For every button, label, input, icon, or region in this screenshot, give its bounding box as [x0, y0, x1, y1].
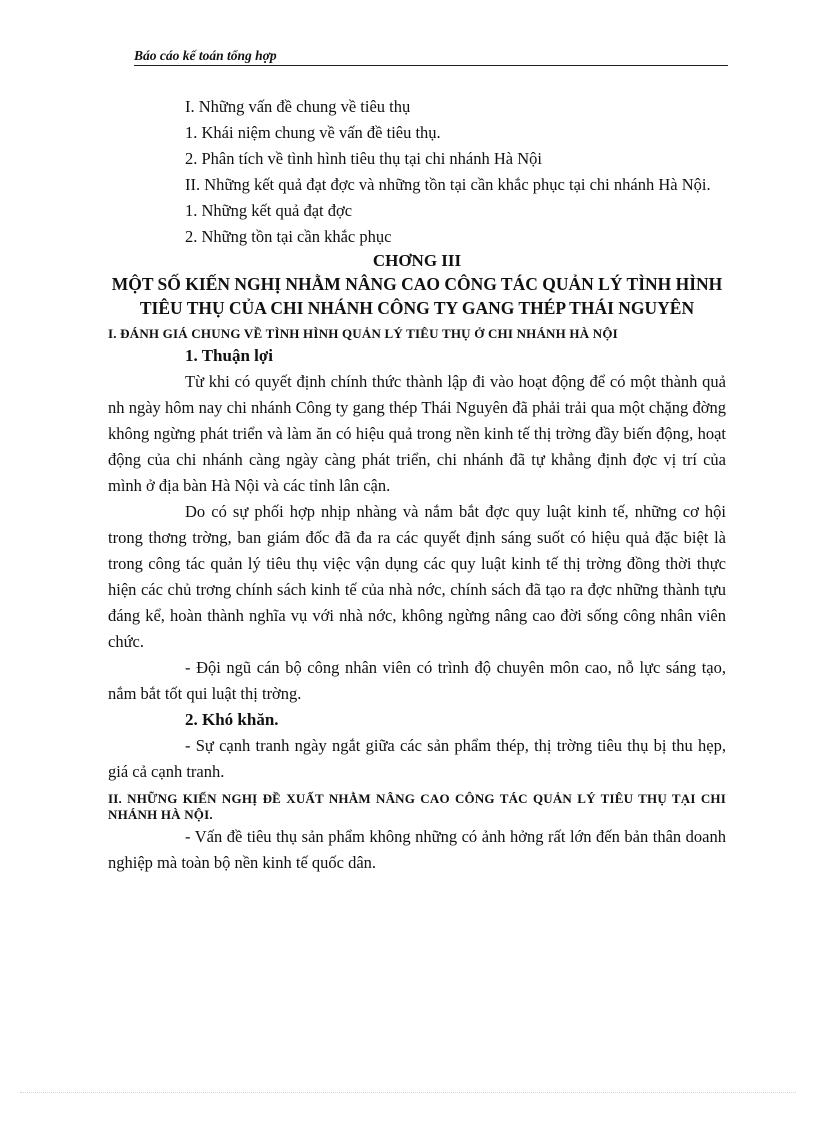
toc-line: 1. Những kết quả đạt đợc	[185, 201, 353, 220]
subsection-title: 1. Thuận lợi	[185, 346, 274, 365]
body-paragraph: Từ khi có quyết định chính thức thành lập đi vào hoạt động để có một thành quả nh ngày hôm nay chi nhánh Công ty gang thép Thái Nguyên đã phải trải qua một chặng đờng không ngừng phát triển và làm ăn có hiệu quả trong nền kinh tế thị trờng đầy biến động, hoạt động của chi nhánh càng ngày càng phát triển, chi nhánh đã tự khẳng định đợc vị trí của mình ở địa bàn Hà Nội và các tỉnh lân cận.	[108, 372, 726, 495]
subsection-title: 2. Khó khăn.	[185, 710, 279, 729]
body-paragraph: Do có sự phối hợp nhịp nhàng và nắm bắt đợc quy luật kinh tế, những cơ hội trong thơng trờng, ban giám đốc đã đa ra các quyết định sáng suốt có hiệu quả đặc biệt là trong công tác quản lý tiêu thụ việc vận dụng các quy luật kinh tế thị trờng đồng thời thực hiện các chủ trơng chính sách kinh tế của nhà nớc, chính sách đã tạo ra đợc những thành tựu đáng kể, hoàn thành nghĩa vụ với nhà nớc, không ngừng nâng cao đời sống công nhân viên chức.	[108, 502, 726, 651]
toc-line: 2. Những tồn tại cần khắc phục	[185, 227, 392, 246]
toc-line: 2. Phân tích về tình hình tiêu thụ tại chi nhánh Hà Nội	[185, 149, 542, 168]
running-header	[134, 48, 728, 66]
chapter-title: MỘT SỐ KIẾN NGHỊ NHẰM NÂNG CAO CÔNG TÁC QUẢN LÝ TÌNH HÌNH TIÊU THỤ CỦA CHI NHÁNH CÔNG TY GANG THÉP THÁI NGUYÊN	[111, 274, 723, 318]
body-paragraph: - Sự cạnh tranh ngày ngắt giữa các sản phẩm thép, thị trờng tiêu thụ bị thu hẹp, giá cả cạnh tranh.	[108, 736, 726, 781]
running-title: Báo cáo kế toán tổng hợp	[134, 48, 277, 63]
section-heading: II. NHỮNG KIẾN NGHỊ ĐỀ XUẤT NHẰM NÂNG CAO CÔNG TÁC QUẢN LÝ TIÊU THỤ TẠI CHI NHÁNH HÀ NỘI.	[108, 791, 726, 822]
toc-line: 1. Khái niệm chung về vấn đề tiêu thụ.	[185, 123, 441, 142]
body-paragraph: - Đội ngũ cán bộ công nhân viên có trình độ chuyên môn cao, nỗ lực sáng tạo, nắm bắt tốt qui luật thị trờng.	[108, 658, 726, 703]
body-paragraph: - Vấn đề tiêu thụ sản phẩm không những có ảnh hởng rất lớn đến bản thân doanh nghiệp mà toàn bộ nền kinh tế quốc dân.	[108, 827, 726, 872]
toc-line: I. Những vấn đề chung về tiêu thụ	[185, 97, 411, 116]
toc-line: II. Những kết quả đạt đợc và những tồn tại cần khắc phục tại chi nhánh Hà Nội.	[185, 175, 711, 194]
chapter-label: CHƠNG III	[372, 251, 462, 270]
section-heading: I. ĐÁNH GIÁ CHUNG VỀ TÌNH HÌNH QUẢN LÝ TIÊU THỤ Ở CHI NHÁNH HÀ NỘI	[108, 326, 618, 341]
page-bottom-divider	[20, 1092, 796, 1093]
page-body	[108, 94, 726, 876]
